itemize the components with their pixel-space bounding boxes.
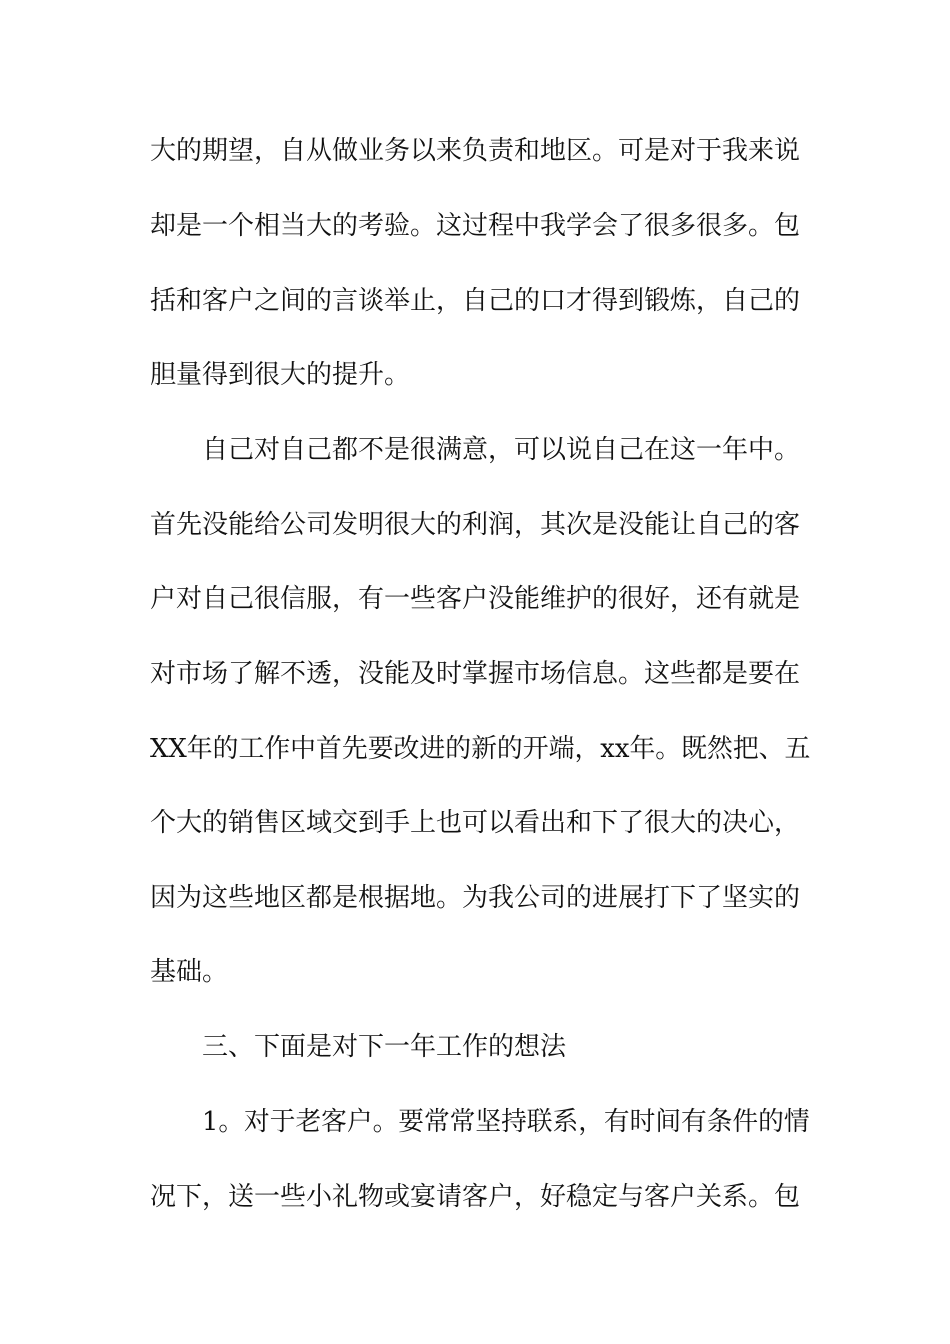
text-line: 首先没能给公司发明很大的利润，其次是没能让自己的客: [150, 510, 801, 540]
paragraph-start-line: 自己对自己都不是很满意，可以说自己在这一年中。: [202, 435, 801, 465]
paragraph-start-line: 1。对于老客户。要常常坚持联系，有时间有条件的情: [202, 1107, 810, 1137]
text-line: 个大的销售区域交到手上也可以看出和下了很大的决心，: [150, 808, 801, 838]
text-line: 基础。: [150, 957, 229, 987]
text-line: 大的期望，自从做业务以来负责和地区。可是对于我来说: [150, 136, 801, 166]
text-line: 胆量得到很大的提升。: [150, 360, 411, 390]
section-heading: 三、下面是对下一年工作的想法: [202, 1032, 567, 1062]
text-line: XX年的工作中首先要改进的新的开端，xx年。既然把、五: [150, 734, 811, 764]
text-line: 况下，送一些小礼物或宴请客户，好稳定与客户关系。包: [150, 1182, 801, 1212]
text-line: 对市场了解不透，没能及时掌握市场信息。这些都是要在: [150, 659, 801, 689]
text-line: 括和客户之间的言谈举止，自己的口才得到锻炼，自己的: [150, 286, 801, 316]
text-line: 因为这些地区都是根据地。为我公司的进展打下了坚实的: [150, 883, 801, 913]
text-line: 户对自己很信服，有一些客户没能维护的很好，还有就是: [150, 584, 801, 614]
text-line: 却是一个相当大的考验。这过程中我学会了很多很多。包: [150, 211, 801, 241]
